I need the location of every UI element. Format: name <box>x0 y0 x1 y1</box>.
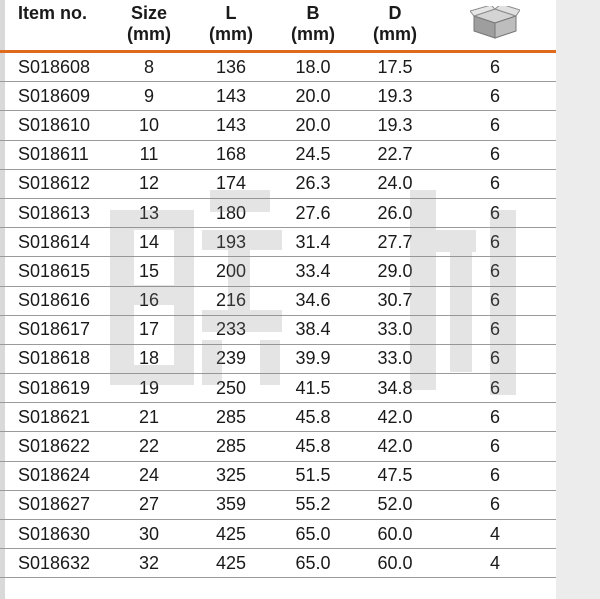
length-cell: 216 <box>215 290 247 311</box>
header-box-quantity <box>466 0 524 56</box>
box-quantity-cell: 6 <box>489 319 500 340</box>
header-l-unit: (mm) <box>209 24 253 44</box>
item-number-cell: S018624 <box>18 465 91 486</box>
item-number-cell: S018617 <box>18 319 91 340</box>
width-b-cell: 20.0 <box>295 114 331 135</box>
item-number-cell: S018632 <box>18 552 91 573</box>
length-cell: 285 <box>215 406 247 427</box>
diameter-d-cell: 24.0 <box>377 173 413 194</box>
item-number-cell: S018612 <box>18 173 91 194</box>
box-quantity-cell: 4 <box>489 552 500 573</box>
length-cell: 180 <box>215 202 247 223</box>
header-l-label: L <box>225 3 237 23</box>
table-body <box>0 53 556 578</box>
length-cell: 143 <box>215 85 247 106</box>
header-d <box>362 0 428 53</box>
width-b-cell: 55.2 <box>295 494 331 515</box>
header-size-label: Size <box>130 3 168 23</box>
header-b <box>280 0 346 53</box>
header-d-unit: (mm) <box>373 24 417 44</box>
diameter-d-cell: 52.0 <box>377 494 413 515</box>
header-b-label: B <box>306 3 320 23</box>
item-number-cell: S018622 <box>18 436 91 457</box>
width-b-cell: 34.6 <box>295 290 331 311</box>
header-l <box>198 0 264 53</box>
table-row <box>0 316 556 345</box>
header-d-label: D <box>388 3 402 23</box>
box-quantity-cell: 4 <box>489 523 500 544</box>
size-cell: 30 <box>138 523 160 544</box>
header-b-unit: (mm) <box>291 24 335 44</box>
item-number-cell: S018613 <box>18 202 91 223</box>
length-cell: 359 <box>215 494 247 515</box>
table-header <box>0 0 556 53</box>
diameter-d-cell: 34.8 <box>377 377 413 398</box>
item-number-cell: S018608 <box>18 56 91 77</box>
length-cell: 425 <box>215 523 247 544</box>
header-size-unit: (mm) <box>127 24 171 44</box>
box-quantity-cell: 6 <box>489 377 500 398</box>
size-cell: 24 <box>138 465 160 486</box>
box-quantity-cell: 6 <box>489 202 500 223</box>
length-cell: 425 <box>215 552 247 573</box>
diameter-d-cell: 33.0 <box>377 319 413 340</box>
item-number-cell: S018621 <box>18 406 91 427</box>
box-package-icon <box>470 6 520 40</box>
width-b-cell: 38.4 <box>295 319 331 340</box>
diameter-d-cell: 22.7 <box>377 144 413 165</box>
table-row <box>0 170 556 199</box>
size-cell: 12 <box>138 173 160 194</box>
size-cell: 13 <box>138 202 160 223</box>
diameter-d-cell: 17.5 <box>377 56 413 77</box>
length-cell: 136 <box>215 56 247 77</box>
size-cell: 15 <box>138 260 160 281</box>
table-row <box>0 111 556 140</box>
size-cell: 11 <box>139 144 159 165</box>
width-b-cell: 24.5 <box>295 144 331 165</box>
table-row <box>0 82 556 111</box>
size-cell: 18 <box>138 348 160 369</box>
length-cell: 174 <box>215 173 247 194</box>
width-b-cell: 26.3 <box>295 173 331 194</box>
width-b-cell: 27.6 <box>295 202 331 223</box>
size-cell: 27 <box>138 494 160 515</box>
diameter-d-cell: 19.3 <box>377 114 413 135</box>
table-row <box>0 432 556 461</box>
header-size <box>116 0 182 53</box>
width-b-cell: 31.4 <box>295 231 331 252</box>
length-cell: 200 <box>215 260 247 281</box>
diameter-d-cell: 42.0 <box>377 436 413 457</box>
table-row <box>0 462 556 491</box>
item-number-cell: S018618 <box>18 348 91 369</box>
size-cell: 22 <box>138 436 160 457</box>
diameter-d-cell: 42.0 <box>377 406 413 427</box>
size-cell: 19 <box>138 377 160 398</box>
size-cell: 21 <box>138 406 160 427</box>
width-b-cell: 45.8 <box>295 406 331 427</box>
size-cell: 9 <box>143 85 154 106</box>
table-row <box>0 141 556 170</box>
length-cell: 233 <box>215 319 247 340</box>
length-cell: 193 <box>215 231 247 252</box>
diameter-d-cell: 33.0 <box>377 348 413 369</box>
box-quantity-cell: 6 <box>489 406 500 427</box>
diameter-d-cell: 60.0 <box>377 552 413 573</box>
box-quantity-cell: 6 <box>489 144 500 165</box>
item-number-cell: S018630 <box>18 523 91 544</box>
width-b-cell: 33.4 <box>295 260 331 281</box>
box-quantity-cell: 6 <box>489 260 500 281</box>
width-b-cell: 51.5 <box>295 465 331 486</box>
width-b-cell: 41.5 <box>295 377 331 398</box>
width-b-cell: 45.8 <box>295 436 331 457</box>
length-cell: 285 <box>215 436 247 457</box>
item-number-cell: S018627 <box>18 494 91 515</box>
size-cell: 32 <box>138 552 160 573</box>
diameter-d-cell: 26.0 <box>377 202 413 223</box>
diameter-d-cell: 47.5 <box>377 465 413 486</box>
box-quantity-cell: 6 <box>489 85 500 106</box>
box-quantity-cell: 6 <box>489 114 500 135</box>
box-quantity-cell: 6 <box>489 173 500 194</box>
box-quantity-cell: 6 <box>489 290 500 311</box>
table-row <box>0 491 556 520</box>
box-quantity-cell: 6 <box>489 348 500 369</box>
width-b-cell: 39.9 <box>295 348 331 369</box>
box-quantity-cell: 6 <box>489 231 500 252</box>
size-cell: 10 <box>138 114 160 135</box>
item-number-cell: S018619 <box>18 377 91 398</box>
table-row <box>0 403 556 432</box>
length-cell: 168 <box>215 144 247 165</box>
length-cell: 143 <box>215 114 247 135</box>
item-number-cell: S018616 <box>18 290 91 311</box>
diameter-d-cell: 60.0 <box>377 523 413 544</box>
diameter-d-cell: 27.7 <box>377 231 413 252</box>
diameter-d-cell: 30.7 <box>377 290 413 311</box>
width-b-cell: 20.0 <box>295 85 331 106</box>
length-cell: 239 <box>215 348 247 369</box>
size-cell: 16 <box>138 290 160 311</box>
item-number-cell: S018609 <box>18 85 91 106</box>
size-cell: 8 <box>143 56 154 77</box>
header-item-no <box>18 0 87 53</box>
box-quantity-cell: 6 <box>489 494 500 515</box>
diameter-d-cell: 29.0 <box>377 260 413 281</box>
table-row <box>0 199 556 228</box>
table-row <box>0 257 556 286</box>
size-cell: 17 <box>138 319 160 340</box>
item-number-cell: S018614 <box>18 231 91 252</box>
right-edge-strip <box>556 0 600 599</box>
width-b-cell: 65.0 <box>295 523 331 544</box>
item-number-cell: S018611 <box>18 144 89 165</box>
table-row <box>0 345 556 374</box>
box-quantity-cell: 6 <box>489 56 500 77</box>
box-quantity-cell: 6 <box>489 465 500 486</box>
item-number-cell: S018615 <box>18 260 91 281</box>
table-row <box>0 374 556 403</box>
header-item-no-label: Item no. <box>18 3 88 23</box>
length-cell: 325 <box>215 465 247 486</box>
size-cell: 14 <box>138 231 160 252</box>
item-number-cell: S018610 <box>18 114 91 135</box>
table-row <box>0 53 556 82</box>
diameter-d-cell: 19.3 <box>377 85 413 106</box>
width-b-cell: 65.0 <box>295 552 331 573</box>
box-quantity-cell: 6 <box>489 436 500 457</box>
length-cell: 250 <box>215 377 247 398</box>
table-row <box>0 549 556 578</box>
table-row <box>0 287 556 316</box>
width-b-cell: 18.0 <box>295 56 331 77</box>
table-row <box>0 520 556 549</box>
table-row <box>0 228 556 257</box>
